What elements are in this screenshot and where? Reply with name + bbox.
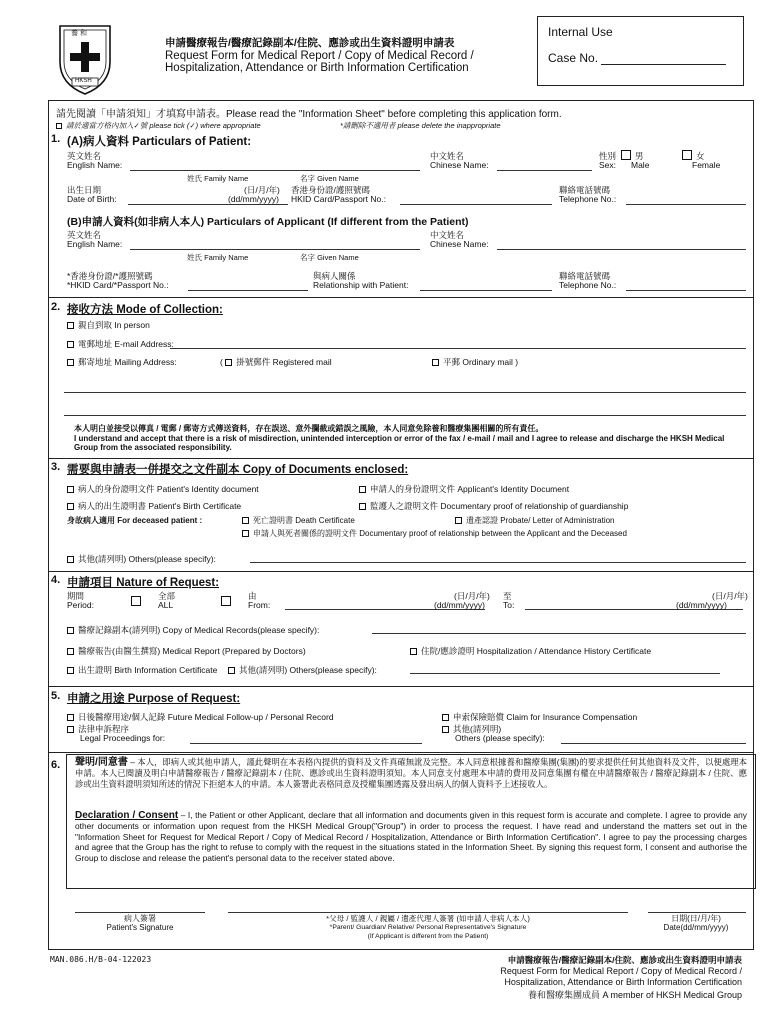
date-field[interactable]: [648, 912, 746, 913]
followup-option[interactable]: 日後醫療用途/個人記錄 Future Medical Follow-up / Personal Record: [67, 711, 334, 723]
guardianship-option[interactable]: 監護人之證明文件 Documentary proof of relationship of guardianship: [359, 500, 628, 512]
parent-signature-label: *父母 / 監護人 / 親屬 / 遺產代理人簽署 (如申請人非病人本人) *Parent/ Guardian/ Relative/ Personal Representative's Signature (If Applicant is different from the Patient): [326, 914, 530, 940]
declaration-zh: 聲明/同意書 – 本人，即病人或其他申請人，謹此聲明在本表格內提供的資料及文件真確無訛及完整。本人同意根據養和醫療集團(集團)的要求提供任何其他資料及文件，以便處理本申請。本人已閱讀及明白申請醫療報告 / 醫療記錄副本 / 住院、應診或出生資料證明須知。本人同意支付處理本申請的費用及同意集團有權在申請醫療報告 / 醫療記錄副本 / 住院、應診或出生資料證明須知所述的情況下拒絕本人的申請。本人簽署此表格同意及授權集團透露及發出病人的個人資料予上述接收人。: [75, 757, 748, 789]
male-option[interactable]: 男 Male: [621, 150, 649, 170]
legal-option[interactable]: 法律申訴程序 Legal Proceedings for:: [67, 725, 165, 743]
mailing-address-line-1[interactable]: [64, 392, 746, 393]
form-title: [165, 37, 525, 75]
medical-report-option[interactable]: 醫療報告(由醫生撰寫) Medical Report (Prepared by Doctors): [67, 645, 306, 657]
given-name-caption: 名字 Given Name: [300, 174, 359, 183]
dob-label: 出生日期 Date of Birth:: [67, 185, 117, 204]
form-title-en: Request Form for Medical Report / Copy of Medical Record / Hospitalization, Attendance or Birth Information Certification: [165, 49, 474, 74]
period-from-label: 由 From:: [248, 591, 271, 610]
ordinary-mail-option[interactable]: 平郵 Ordinary mail ): [432, 356, 518, 368]
logo-text-top: 養 和: [71, 30, 87, 37]
patient-id-option[interactable]: 病人的身份證明文件 Patient's Identity document: [67, 483, 259, 495]
applicant-tel-label: 聯絡電話號碼 Telephone No.:: [559, 271, 617, 290]
delete-instruction: *請刪除不適用者 please delete the inappropriate: [340, 121, 501, 130]
applicant-english-name-field[interactable]: [130, 249, 420, 250]
declaration-en: Declaration / Consent – I, the Patient or other Applicant, declare that all information and documents given in this request form is accurate and complete. I agree to provide any other documents or information upon request from the HKSH Medical Group("Group") in order to process the request. I have read and understand the matters set out in the "Information Sheet for Request for Medical Report / Copy of Medical Record / Hospitalization, Attendance or Birth Information Certification". I agree to pay the processing charges and agree that the Group has the right to refuse to comply with the request in the situations stated in the Information Sheet. By signing this request form, I consent and authorise the Group to disclose and release the patient's personal data to the receiver stated above.: [75, 810, 747, 863]
internal-use-box: [537, 16, 744, 86]
applicant-id-option[interactable]: 申請人的身份證明文件 Applicant's Identity Document: [359, 483, 569, 495]
footer-title: 申請醫療報告/醫療記錄副本/住院、應診或出生資料證明申請表 Request Form for Medical Report / Copy of Medical Record / Hospitalization, Attendance or Birth Information Certification 養和醫療集團成員 A member of HKSH Medical Group: [500, 955, 742, 1000]
hospitalization-cert-option[interactable]: 住院/應診證明 Hospitalization / Attendance History Certificate: [410, 645, 651, 657]
birth-info-cert-option[interactable]: 出生證明 Birth Information Certificate: [67, 664, 217, 676]
applicant-hkid-field[interactable]: [188, 290, 308, 291]
transmission-disclaimer: 本人明白並接受以傳真 / 電郵 / 郵寄方式傳送資料，存在誤送、意外攔截或錯誤之風險，本人同意免除養和醫療集團相關的所有責任。 I understand and accept that there is a risk of misdirection, unintended interception or error of the fax / e-mail / mail and I agree to release and discharge the HKSH Medical Group from the associated responsibility.: [74, 424, 725, 452]
from-format: (日/月/年) (dd/mm/yyyy): [434, 591, 490, 610]
applicant-chinese-name-field[interactable]: [497, 249, 746, 250]
form-code: MAN.086.H/B-04-122023: [50, 955, 152, 964]
divider-5: [48, 752, 754, 753]
patient-signature-field[interactable]: [75, 912, 205, 913]
sec3-title: 需要與申請表一併提交之文件副本 Copy of Documents enclosed:: [67, 464, 409, 476]
mailing-address-line-2[interactable]: [64, 415, 746, 416]
patient-english-name-label: 英文姓名 English Name:: [67, 151, 123, 170]
relationship-proof-option[interactable]: 申請人與死者關係的證明文件 Documentary proof of relationship between the Applicant and the Deceased: [242, 528, 627, 539]
patient-chinese-name-field[interactable]: [497, 170, 592, 171]
hkid-label: 香港身份證/護照號碼 HKID Card/Passport No.:: [291, 185, 386, 204]
dob-format: (日/月/年) (dd/mm/yyyy): [228, 185, 280, 204]
sec3-number: 3.: [51, 461, 61, 473]
dob-field[interactable]: [128, 204, 288, 205]
applicant-chinese-name-label: 中文姓名 Chinese Name:: [430, 230, 489, 249]
tel-label: 聯絡電話號碼 Telephone No.:: [559, 185, 617, 204]
female-option[interactable]: 女 Female: [682, 150, 720, 170]
sex-label: 性別 Sex:: [599, 151, 617, 170]
period-to-label: 至 To:: [503, 591, 515, 610]
sec5-number: 5.: [51, 690, 61, 702]
purpose-others-option[interactable]: 其他(請列明) Others (please specify):: [442, 725, 545, 743]
sec4-others-field[interactable]: [410, 673, 720, 674]
intro-line: 請先閱讀「申請須知」才填寫申請表。Please read the "Information Sheet" before completing this application form.: [56, 109, 562, 120]
sec3-others-field[interactable]: [250, 562, 746, 563]
divider-2: [48, 458, 754, 459]
sec2-number: 2.: [51, 301, 61, 313]
mailing-option[interactable]: 郵寄地址 Mailing Address:: [67, 356, 177, 368]
form-title-zh: 申請醫療報告/醫療記錄副本/住院、應診或出生資料證明申請表: [165, 37, 455, 49]
applicant-english-name-label: 英文姓名 English Name:: [67, 230, 123, 249]
period-all-option[interactable]: [131, 592, 145, 607]
internal-use-title: Internal Use: [548, 25, 613, 39]
legal-field[interactable]: [190, 743, 422, 744]
relationship-label: 與病人關係 Relationship with Patient:: [313, 271, 409, 290]
sec1-title: (A)病人資料 Particulars of Patient:: [67, 136, 252, 148]
logo-text-bottom: HKSH: [75, 78, 92, 84]
patient-chinese-name-label: 中文姓名 Chinese Name:: [430, 151, 489, 170]
hksh-logo: [54, 22, 116, 96]
parent-signature-field[interactable]: [228, 912, 628, 913]
death-cert-option[interactable]: 死亡證明書 Death Certificate: [242, 515, 355, 526]
sec6-number: 6.: [51, 759, 61, 771]
email-field[interactable]: [170, 348, 746, 349]
birth-cert-option[interactable]: 病人的出生證明書 Patient's Birth Certificate: [67, 500, 241, 512]
period-from-option[interactable]: [221, 592, 235, 607]
purpose-others-field[interactable]: [561, 743, 746, 744]
copy-records-option[interactable]: 醫療記錄副本(請列明) Copy of Medical Records(please specify):: [67, 624, 319, 636]
applicant-hkid-label: *香港身份證/*護照號碼 *HKID Card/*Passport No.:: [67, 271, 169, 290]
tel-field[interactable]: [626, 204, 746, 205]
sec1-number: 1.: [51, 133, 61, 145]
relationship-field[interactable]: [420, 290, 552, 291]
hkid-field[interactable]: [400, 204, 552, 205]
registered-mail-option[interactable]: ( 掛號郵件 Registered mail: [220, 357, 332, 367]
to-format: (日/月/年) (dd/mm/yyyy): [676, 591, 748, 610]
insurance-option[interactable]: 申索保險賠償 Claim for Insurance Compensation: [442, 711, 637, 723]
period-label: 期間 Period:: [67, 591, 94, 610]
sec3-others-option[interactable]: 其他(請列明) Others(please specify):: [67, 553, 216, 565]
sec5-title: 申請之用途 Purpose of Request:: [67, 693, 241, 705]
sec1b-title: (B)申請人資料(如非病人本人) Particulars of Applicant (If different from the Patient): [67, 216, 469, 228]
period-all-label: 全部 ALL: [158, 591, 176, 610]
divider-3: [48, 571, 754, 572]
sec4-others-option[interactable]: 其他(請列明) Others(please specify):: [228, 664, 377, 676]
sec4-title: 申請項目 Nature of Request:: [67, 577, 220, 589]
patient-signature-label: 病人簽署 Patient's Signature: [106, 914, 174, 932]
family-name-caption: 姓氏 Family Name: [187, 174, 249, 183]
date-label: 日期(日/月/年) Date(dd/mm/yyyy): [663, 914, 729, 932]
deceased-label: 身故病人適用 For deceased patient :: [67, 516, 203, 525]
applicant-tel-field[interactable]: [626, 290, 746, 291]
email-option[interactable]: 電郵地址 E-mail Address:: [67, 338, 174, 350]
sec2-title: 接收方法 Mode of Collection:: [67, 304, 223, 316]
in-person-option[interactable]: 親自到取 In person: [67, 319, 150, 331]
patient-english-name-field[interactable]: [130, 170, 420, 171]
case-no-field[interactable]: [601, 64, 726, 65]
divider-4: [48, 686, 754, 687]
divider-1: [48, 297, 754, 298]
sec4-number: 4.: [51, 574, 61, 586]
case-no-label: Case No.: [548, 51, 599, 65]
tick-instruction: 請於適當方格內加入✓號 please tick (✓) where appropriate: [56, 120, 261, 131]
probate-option[interactable]: 遺產認證 Probate/ Letter of Administration: [455, 515, 615, 526]
applicant-family-caption: 姓氏 Family Name: [187, 253, 249, 262]
applicant-given-caption: 名字 Given Name: [300, 253, 359, 262]
copy-records-field[interactable]: [372, 633, 746, 634]
